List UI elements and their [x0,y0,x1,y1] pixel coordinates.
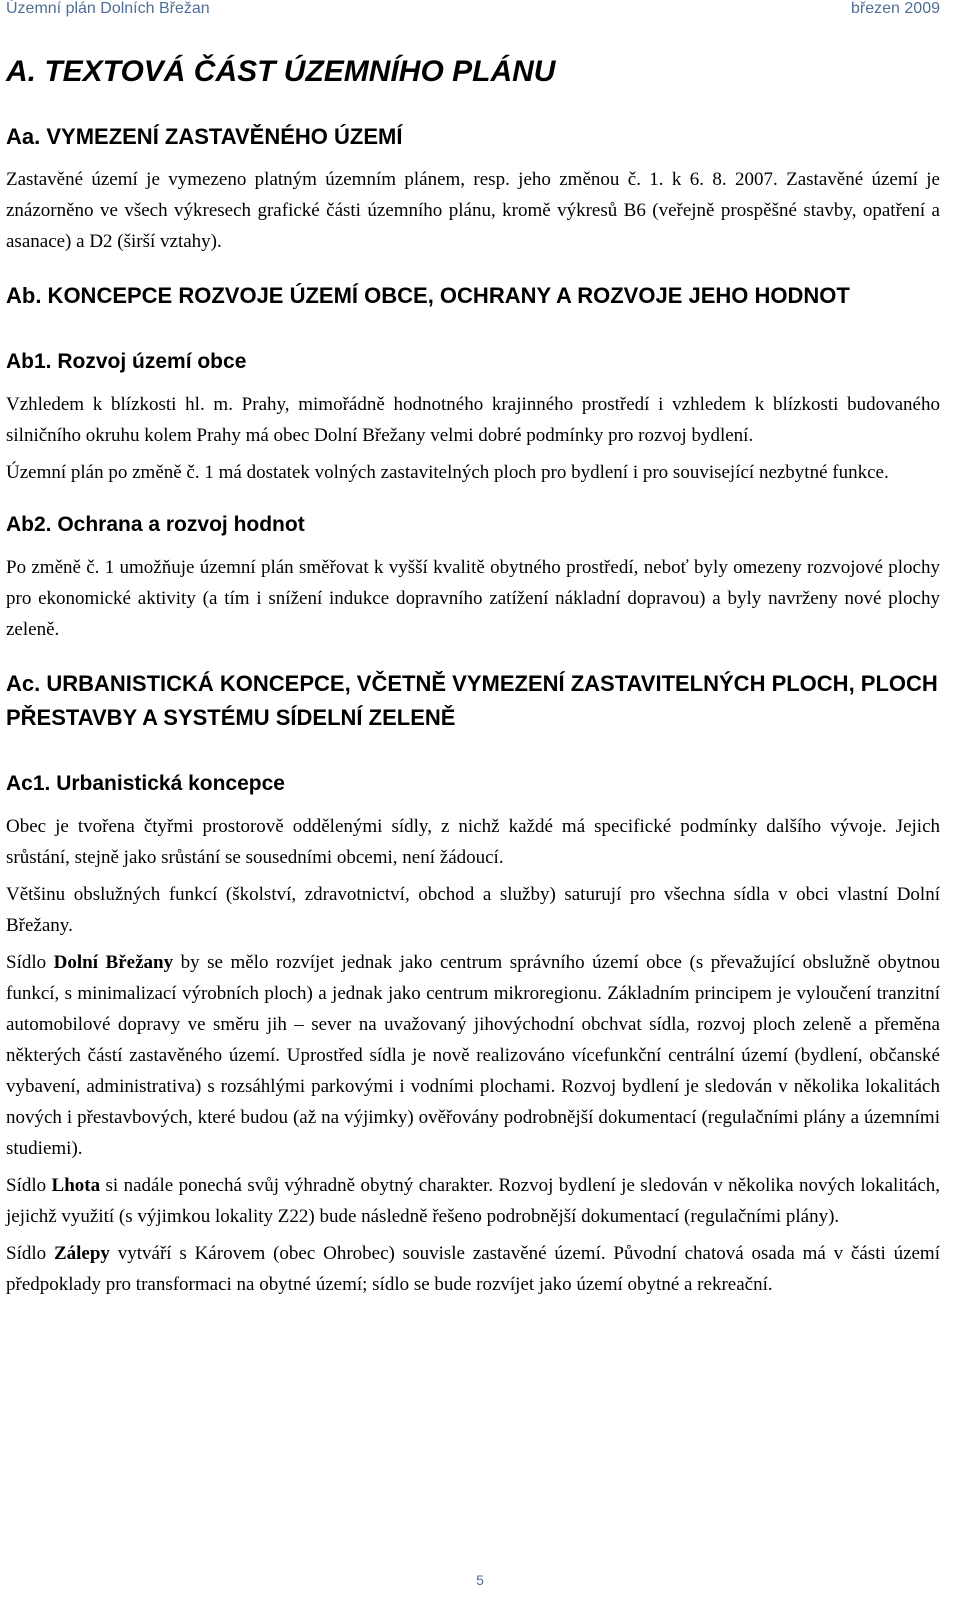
paragraph-ab2-1: Po změně č. 1 umožňuje územní plán směřovat k vyšší kvalitě obytného prostředí, neboť byly omezeny rozvojové plochy pro ekonomické aktivity (a tím i snížení indukce dopravního zatížení nákladní dopravou) a byly navrženy nové plochy zeleně. [6,557,940,640]
header-document-title: Územní plán Dolních Břežan [6,0,210,17]
document-body [6,52,940,1306]
heading-ab2: Ab2. Ochrana a rozvoj hodnot [6,513,305,536]
paragraph-ac1-5-pre: Sídlo [6,1243,54,1264]
paragraph-ac1-3 [6,947,940,1164]
settlement-name-zalepy: Zálepy [53,1243,110,1264]
page-number: 5 [476,1572,484,1588]
paragraph-ab1-1: Vzhledem k blízkosti hl. m. Prahy, mimořádně hodnotného krajinného prostředí i vzhledem k blízkosti budovaného silničního okruhu kolem Prahy má obec Dolní Břežany velmi dobré podmínky pro rozvoj bydlení. [6,394,940,446]
paragraph-ac1-2: Většinu obslužných funkcí (školství, zdravotnictví, obchod a služby) saturují pro všechna sídla v obci vlastní Dolní Břežany. [6,884,940,936]
header-date: březen 2009 [851,0,940,17]
running-header [6,0,940,24]
settlement-name-dolni-brezany: Dolní Břežany [53,952,174,973]
paragraph-ac1-5 [6,1238,940,1300]
heading-aa: Aa. VYMEZENÍ ZASTAVĚNÉHO ÚZEMÍ [6,124,403,149]
paragraph-ab1-2: Územní plán po změně č. 1 má dostatek volných zastavitelných ploch pro bydlení i pro související nezbytné funkce. [6,462,889,483]
paragraph-aa-1: Zastavěné území je vymezeno platným územním plánem, resp. jeho změnou č. 1. k 6. 8. 2007. Zastavěné území je znázorněno ve všech výkresech grafické části územního plánu, kromě výkresů B6 (veřejně prospěšné stavby, opatření a asanace) a D2 (širší vztahy). [6,169,940,252]
paragraph-ac1-4-pre: Sídlo [6,1175,52,1196]
paragraph-ac1-4 [6,1170,940,1232]
heading-ac: Ac. URBANISTICKÁ KONCEPCE, VČETNĚ VYMEZENÍ ZASTAVITELNÝCH PLOCH, PLOCH PŘESTAVBY A SYSTÉMU SÍDELNÍ ZELENĚ [6,671,938,730]
page-title: A. TEXTOVÁ ČÁST ÚZEMNÍHO PLÁNU [6,55,556,88]
paragraph-ac1-3-post: by se mělo rozvíjet jednak jako centrum správního území obce (s převažující obslužně obytnou funkcí, s minimalizací výrobních ploch) a jednak jako centrum mikroregionu. Základním principem je vyloučení tranzitní automobilové dopravy ve směru jih – sever na uvažovaný jihovýchodní obchvat sídla, rozvoj ploch zeleně a přeměna některých částí zastavěného území. Uprostřed sídla je nově realizováno vícefunkční centrální území (bydlení, občanské vybavení, administrativa) s rozsáhlými parkovými i vodními plochami. Rozvoj bydlení je sledován v několika lokalitách nových i přestavbových, které budou (až na výjimky) ověřovány podrobnější dokumentací (regulačními plány a územními studiemi). [6,952,941,1159]
paragraph-ac1-3-pre: Sídlo [6,952,54,973]
heading-ac1: Ac1. Urbanistická koncepce [6,772,285,795]
paragraph-ac1-5-post: vytváří s Károvem (obec Ohrobec) souvisle zastavěné území. Původní chatová osada má v části území předpoklady pro transformaci na obytné území; sídlo se bude rozvíjet jako území obytné a rekreační. [6,1243,940,1295]
heading-ab: Ab. KONCEPCE ROZVOJE ÚZEMÍ OBCE, OCHRANY A ROZVOJE JEHO HODNOT [6,283,850,308]
settlement-name-lhota: Lhota [51,1175,101,1196]
paragraph-ac1-4-post: si nadále ponechá svůj výhradně obytný charakter. Rozvoj bydlení je sledován v několika nových lokalitách, jejichž využití (s výjimkou lokality Z22) bude následně řešeno podrobnější dokumentací (regulačními plány). [6,1175,941,1227]
heading-ab1: Ab1. Rozvoj území obce [6,350,247,373]
paragraph-ac1-1: Obec je tvořena čtyřmi prostorově oddělenými sídly, z nichž každé má specifické podmínky dalšího vývoje. Jejich srůstání, stejně jako srůstání se sousedními obcemi, není žádoucí. [6,816,940,868]
